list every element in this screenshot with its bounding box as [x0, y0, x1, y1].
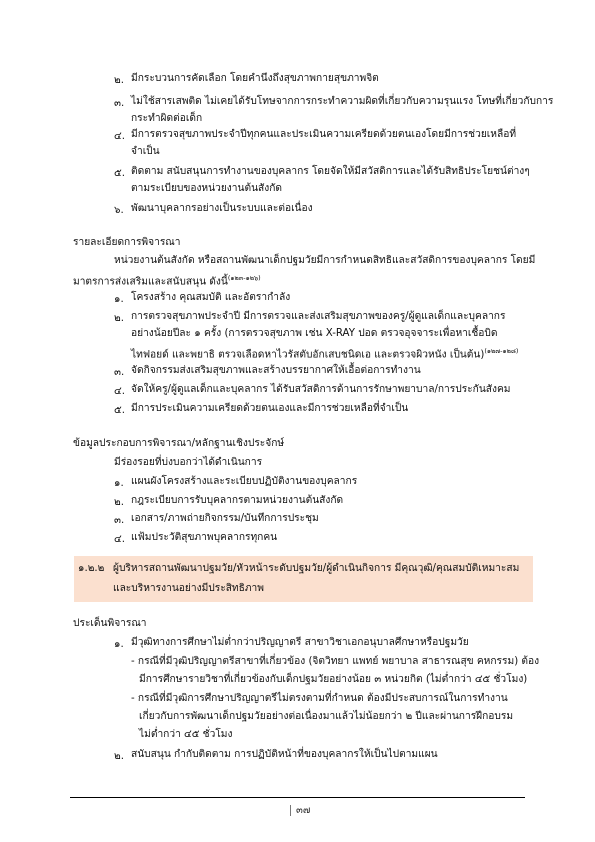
list-number: ๓. — [114, 98, 125, 109]
list-number: ๕. — [114, 168, 125, 179]
bullet-line: มีการศึกษารายวิชาที่เกี่ยวข้องกับเด็กปฐมวัยอย่างน้อย ๓ หน่วยกิต (ไม่ต่ำกว่า ๔๕ ชั่วโมง) — [139, 674, 528, 685]
list-item-text: กระทำผิดต่อเด็ก — [131, 113, 203, 124]
list-number: ๒. — [114, 497, 124, 508]
list-number: ๓. — [114, 367, 125, 378]
criterion-number: ๑.๒.๒ — [78, 563, 105, 574]
list-number: ๑. — [114, 639, 124, 650]
list-item-text: การตรวจสุขภาพประจำปี มีการตรวจและส่งเสริมสุขภาพของครู/ผู้ดูแลเด็กและบุคลากร — [131, 311, 506, 322]
bullet-line: เกี่ยวกับการพัฒนาเด็กปฐมวัยอย่างต่อเนื่องมาแล้วไม่น้อยกว่า ๒ ปีและผ่านการฝึกอบรม — [139, 711, 514, 722]
list-item-text: มีการประเมินความเครียดด้วยตนเองและมีการช่วยเหลือที่จำเป็น — [131, 403, 409, 414]
list-item-text-part: ไทฟอยด์ และพยาธิ ตรวจเลือดหาไวรัสตับอักเสบชนิดเอ และตรวจผิวหนัง เป็นต้น) — [131, 349, 485, 361]
list-item-text: จำเป็น — [131, 146, 160, 157]
list-number: ๔. — [114, 131, 125, 142]
paragraph-line: หน่วยงานต้นสังกัด หรือสถานพัฒนาเด็กปฐมวัยมีการกำหนดสิทธิและสวัสดิการของบุคลากร โดยมี — [114, 255, 536, 266]
page-number — [285, 803, 310, 818]
list-item-text: มีกระบวนการคัดเลือก โดยคำนึงถึงสุขภาพกายสุขภาพจิต — [131, 73, 379, 84]
list-item-text: แฟ้มประวัติสุขภาพบุคลากรทุกคน — [131, 532, 278, 543]
list-number: ๓. — [114, 515, 125, 526]
paragraph-text: มาตรการส่งเสริมและสนับสนุน ดังนี้ — [73, 276, 228, 288]
page-number-text: ๓๗ — [296, 805, 311, 816]
list-number: ๔. — [114, 386, 125, 397]
section-heading: รายละเอียดการพิจารณา — [73, 237, 181, 248]
list-number: ๒. — [114, 313, 124, 324]
bullet-line: - กรณีที่มีวุฒิการศึกษาปริญญาตรีไม่ตรงตามที่กำหนด ต้องมีประสบการณ์ในการทำงาน — [131, 693, 508, 704]
list-item-text: ติดตาม สนับสนุนการทำงานของบุคลากร โดยจัดให้มีสวัสดิการและได้รับสิทธิประโยชน์ต่างๆ — [131, 166, 530, 177]
section-heading: ประเด็นพิจารณา — [73, 618, 147, 629]
reference-number: (๑๒๓-๑๒๖) — [227, 274, 261, 282]
list-item-text: อย่างน้อยปีละ ๑ ครั้ง (การตรวจสุขภาพ เช่น X-RAY ปอด ตรวจอุจจาระเพื่อหาเชื้อบิด — [131, 328, 498, 339]
list-item-text: กฎระเบียบการรับบุคลากรตามหน่วยงานต้นสังกัด — [131, 495, 344, 506]
list-item-text: พัฒนาบุคลากรอย่างเป็นระบบและต่อเนื่อง — [131, 203, 313, 214]
list-number: ๒. — [114, 751, 124, 762]
reference-number: (๑๒๗-๑๒๘) — [484, 347, 519, 355]
bullet-line: ไม่ต่ำกว่า ๔๕ ชั่วโมง — [139, 729, 233, 740]
list-number: ๑. — [114, 478, 124, 489]
list-number: ๕. — [114, 405, 125, 416]
list-number: ๑. — [114, 294, 124, 305]
list-item-text: โครงสร้าง คุณสมบัติ และอัตรากำลัง — [131, 292, 291, 303]
list-item-text — [131, 344, 518, 362]
criterion-title: และบริหารงานอย่างมีประสิทธิภาพ — [113, 583, 264, 594]
list-item-text: มีวุฒิทางการศึกษาไม่ต่ำกว่าปริญญาตรี สาขาวิชาเอกอนุบาลศึกษาหรือปฐมวัย — [131, 637, 469, 648]
list-item-text: จัดให้ครู/ผู้ดูแลเด็กและบุคลากร ได้รับสวัสดิการด้านการรักษาพยาบาล/การประกันสังคม — [131, 384, 511, 395]
list-number: ๒. — [114, 75, 124, 86]
list-item-text: มีการตรวจสุขภาพประจำปีทุกคนและประเมินความเครียดด้วยตนเองโดยมีการช่วยเหลือที่ — [131, 129, 517, 140]
section-heading: ข้อมูลประกอบการพิจารณา/หลักฐานเชิงประจักษ์ — [73, 438, 285, 449]
list-item-text: เอกสาร/ภาพถ่ายกิจกรรม/บันทึกการประชุม — [131, 513, 319, 524]
list-number: ๔. — [114, 534, 125, 545]
list-item-text: จัดกิจกรรมส่งเสริมสุขภาพและสร้างบรรยากาศให้เอื้อต่อการทำงาน — [131, 365, 421, 376]
page-number-divider — [290, 805, 291, 816]
bullet-line: - กรณีที่มีวุฒิปริญญาตรีสาขาที่เกี่ยวข้อง (จิตวิทยา แพทย์ พยาบาล สาธารณสุข คหกรรม) ต้อง — [131, 656, 540, 667]
list-item-text: สนับสนุน กำกับติดตาม การปฏิบัติหน้าที่ของบุคลากรให้เป็นไปตามแผน — [131, 749, 438, 760]
footer-rule — [70, 797, 525, 798]
paragraph-line: มีร่องรอยที่บ่งบอกว่าได้ดำเนินการ — [114, 457, 263, 468]
list-item-text: ไม่ใช้สารเสพติด ไม่เคยได้รับโทษจากการกระทำความผิดที่เกี่ยวกับความรุนแรง โทษที่เกี่ยวกับการ — [131, 96, 554, 107]
criterion-title: ผู้บริหารสถานพัฒนาปฐมวัย/หัวหน้าระดับปฐมวัย/ผู้ดำเนินกิจการ มีคุณวุฒิ/คุณสมบัติเหมาะสม — [113, 563, 520, 574]
paragraph-line — [73, 271, 261, 289]
list-number: ๖. — [114, 205, 124, 216]
list-item-text: ตามระเบียบของหน่วยงานต้นสังกัด — [131, 183, 283, 194]
list-item-text: แผนผังโครงสร้างและระเบียบปฏิบัติงานของบุคลากร — [131, 476, 358, 487]
